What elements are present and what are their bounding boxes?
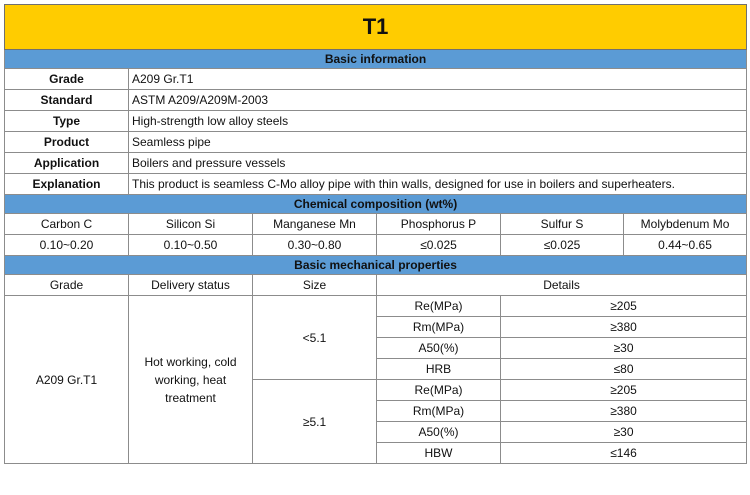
mechanical-value: ≤146 — [501, 443, 747, 464]
basic-label: Type — [5, 111, 129, 132]
basic-row-type — [5, 111, 747, 132]
mechanical-property: Rm(MPa) — [377, 401, 501, 422]
mechanical-header-row — [5, 275, 747, 296]
mechanical-row — [5, 296, 747, 317]
mechanical-header: Delivery status — [129, 275, 253, 296]
mechanical-value: ≥205 — [501, 296, 747, 317]
mechanical-size: ≥5.1 — [253, 380, 377, 464]
chemical-value: 0.10~0.20 — [5, 235, 129, 256]
basic-value: ASTM A209/A209M-2003 — [129, 90, 747, 111]
mechanical-header: Grade — [5, 275, 129, 296]
mechanical-value: ≥30 — [501, 338, 747, 359]
mechanical-property: A50(%) — [377, 338, 501, 359]
basic-row-explanation — [5, 174, 747, 195]
mechanical-grade: A209 Gr.T1 — [5, 296, 129, 464]
section-chemical-composition: Chemical composition (wt%) — [5, 195, 747, 214]
chemical-header: Silicon Si — [129, 214, 253, 235]
chemical-value: 0.10~0.50 — [129, 235, 253, 256]
chemical-value-row — [5, 235, 747, 256]
mechanical-property: A50(%) — [377, 422, 501, 443]
basic-label: Explanation — [5, 174, 129, 195]
basic-value: A209 Gr.T1 — [129, 69, 747, 90]
mechanical-header: Size — [253, 275, 377, 296]
chemical-header: Manganese Mn — [253, 214, 377, 235]
chemical-value: ≤0.025 — [377, 235, 501, 256]
basic-value: Seamless pipe — [129, 132, 747, 153]
basic-value: High-strength low alloy steels — [129, 111, 747, 132]
basic-value: This product is seamless C-Mo alloy pipe with thin walls, designed for use in boilers and superheaters. — [129, 174, 747, 195]
mechanical-header: Details — [377, 275, 747, 296]
chemical-value: 0.44~0.65 — [624, 235, 747, 256]
basic-label: Standard — [5, 90, 129, 111]
page-title: T1 — [5, 5, 747, 50]
section-mechanical-properties: Basic mechanical properties — [5, 256, 747, 275]
basic-label: Product — [5, 132, 129, 153]
mechanical-property: Re(MPa) — [377, 296, 501, 317]
spec-sheet — [4, 4, 746, 464]
chemical-value: 0.30~0.80 — [253, 235, 377, 256]
basic-row-product — [5, 132, 747, 153]
chemical-header: Molybdenum Mo — [624, 214, 747, 235]
spec-table — [4, 4, 747, 464]
mechanical-property: Rm(MPa) — [377, 317, 501, 338]
mechanical-property: Re(MPa) — [377, 380, 501, 401]
chemical-header: Phosphorus P — [377, 214, 501, 235]
basic-row-standard — [5, 90, 747, 111]
basic-row-application — [5, 153, 747, 174]
mechanical-delivery-status: Hot working, cold working, heat treatment — [129, 296, 253, 464]
mechanical-value: ≥380 — [501, 317, 747, 338]
basic-value: Boilers and pressure vessels — [129, 153, 747, 174]
mechanical-property: HBW — [377, 443, 501, 464]
mechanical-size: <5.1 — [253, 296, 377, 380]
chemical-header-row — [5, 214, 747, 235]
basic-row-grade — [5, 69, 747, 90]
mechanical-value: ≥380 — [501, 401, 747, 422]
chemical-value: ≤0.025 — [501, 235, 624, 256]
section-basic-information: Basic information — [5, 50, 747, 69]
chemical-header: Sulfur S — [501, 214, 624, 235]
mechanical-value: ≤80 — [501, 359, 747, 380]
mechanical-value: ≥205 — [501, 380, 747, 401]
mechanical-property: HRB — [377, 359, 501, 380]
chemical-header: Carbon C — [5, 214, 129, 235]
basic-label: Grade — [5, 69, 129, 90]
basic-label: Application — [5, 153, 129, 174]
mechanical-value: ≥30 — [501, 422, 747, 443]
